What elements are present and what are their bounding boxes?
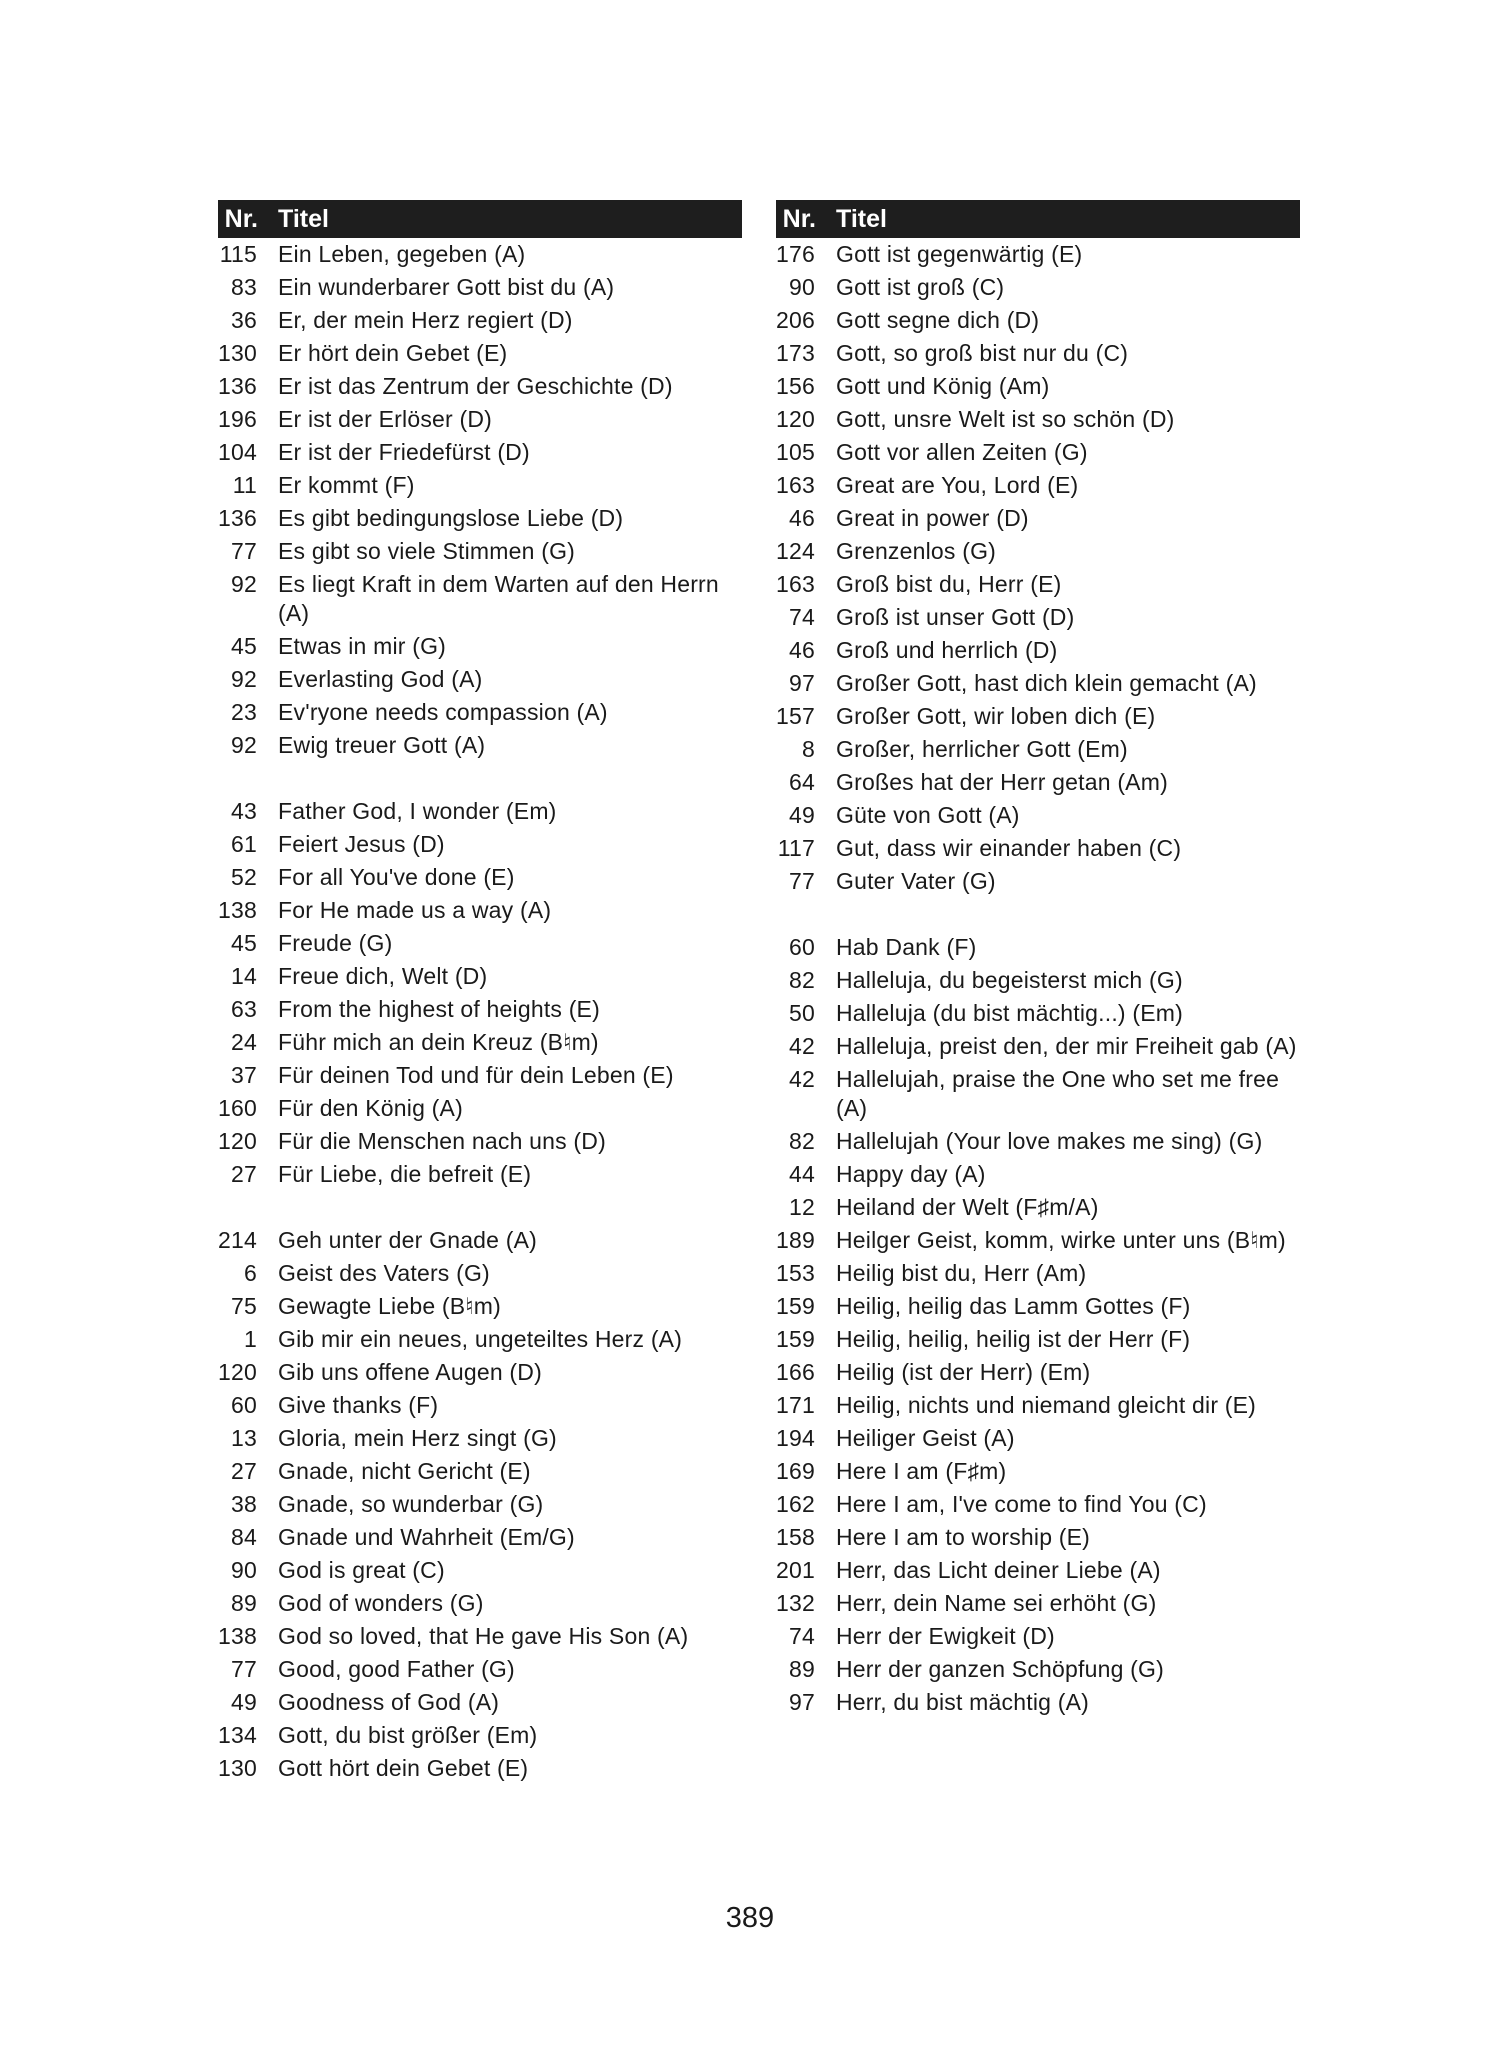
entry-title: Hab Dank (F): [836, 934, 977, 960]
entry-number: 173: [776, 340, 815, 366]
entry-title: Gloria, mein Herz singt (G): [278, 1425, 557, 1451]
index-column-left: [218, 200, 742, 1787]
entry-title: Gnade, so wunderbar (G): [278, 1491, 544, 1517]
entry-number: 11: [232, 472, 257, 498]
index-entry: [776, 1688, 1300, 1717]
entry-number: 45: [231, 930, 257, 956]
entry-number: 214: [218, 1227, 257, 1253]
entry-title: Freude (G): [278, 930, 393, 956]
entry-title: Gott segne dich (D): [836, 307, 1040, 333]
entry-title: Für die Menschen nach uns (D): [278, 1128, 606, 1154]
index-entry: [776, 867, 1300, 896]
index-entry: [218, 1490, 742, 1519]
entry-number: 84: [231, 1524, 257, 1550]
section-gap: [218, 1193, 742, 1226]
entry-title: Er ist das Zentrum der Geschichte (D): [278, 373, 673, 399]
entry-number: 6: [244, 1260, 257, 1286]
entry-title: Hallelujah (Your love makes me sing) (G): [836, 1128, 1263, 1154]
index-entry: [776, 1160, 1300, 1189]
entry-title: Good, good Father (G): [278, 1656, 515, 1682]
index-entry: [776, 1556, 1300, 1585]
entry-number: 117: [777, 835, 815, 861]
entry-number: 162: [776, 1491, 815, 1517]
index-entry: [776, 636, 1300, 665]
index-entry: [218, 1754, 742, 1783]
index-entry: [776, 471, 1300, 500]
index-entry: [218, 632, 742, 661]
index-entry: [218, 1358, 742, 1387]
entry-number: 196: [218, 406, 257, 432]
table-header: [218, 200, 742, 238]
entry-title: Güte von Gott (A): [836, 802, 1020, 828]
entry-title: Goodness of God (A): [278, 1689, 500, 1715]
entry-title: Er kommt (F): [278, 472, 415, 498]
index-entry: [218, 471, 742, 500]
entry-number: 82: [789, 967, 815, 993]
entry-title: Er, der mein Herz regiert (D): [278, 307, 573, 333]
entry-title: Gnade und Wahrheit (Em/G): [278, 1524, 575, 1550]
index-entry: [776, 570, 1300, 599]
entry-title: Guter Vater (G): [836, 868, 996, 894]
entry-number: 171: [776, 1392, 815, 1418]
entry-number: 77: [231, 1656, 257, 1682]
entry-title: Heilig, heilig, heilig ist der Herr (F): [836, 1326, 1191, 1352]
index-entry: [776, 1127, 1300, 1156]
entry-number: 206: [776, 307, 815, 333]
entry-number: 83: [231, 274, 257, 300]
entry-title: Heiland der Welt (F♯m/A): [836, 1194, 1099, 1220]
index-entry: [218, 1589, 742, 1618]
entry-title: Groß und herrlich (D): [836, 637, 1058, 663]
entry-number: 46: [789, 505, 815, 531]
entry-number: 27: [231, 1161, 257, 1187]
index-entry: [776, 339, 1300, 368]
index-entry: [776, 537, 1300, 566]
index-entry: [218, 1688, 742, 1717]
entry-title: Geist des Vaters (G): [278, 1260, 490, 1286]
entry-number: 77: [789, 868, 815, 894]
index-entry: [218, 863, 742, 892]
index-entry: [218, 698, 742, 727]
entry-number: 97: [789, 670, 815, 696]
index-entry: [776, 240, 1300, 269]
entry-number: 166: [776, 1359, 815, 1385]
index-entry: [776, 1259, 1300, 1288]
index-entry: [776, 372, 1300, 401]
index-entry: [218, 1556, 742, 1585]
entry-number: 156: [776, 373, 815, 399]
entry-number: 89: [231, 1590, 257, 1616]
entry-number: 92: [231, 571, 257, 597]
index-entry: [218, 306, 742, 335]
index-entry: [218, 537, 742, 566]
section-gap: [776, 900, 1300, 933]
entry-number: 8: [802, 736, 815, 762]
entry-title: Freue dich, Welt (D): [278, 963, 488, 989]
index-entry: [776, 1523, 1300, 1552]
entry-number: 104: [218, 439, 257, 465]
entry-number: 60: [231, 1392, 257, 1418]
index-entry: [776, 1065, 1300, 1123]
index-entry: [776, 1325, 1300, 1354]
entry-number: 159: [776, 1293, 815, 1319]
entry-number: 74: [789, 604, 815, 630]
table-header: [776, 200, 1300, 238]
index-entry: [218, 1292, 742, 1321]
entry-number: 130: [218, 340, 257, 366]
entry-number: 63: [231, 996, 257, 1022]
entry-number: 115: [219, 241, 257, 267]
index-entry: [776, 306, 1300, 335]
entry-title: Halleluja, du begeisterst mich (G): [836, 967, 1183, 993]
header-title: Titel: [278, 204, 329, 233]
entry-number: 49: [789, 802, 815, 828]
entry-title: Herr, dein Name sei erhöht (G): [836, 1590, 1157, 1616]
entry-number: 14: [231, 963, 257, 989]
entry-title: Heilig, heilig das Lamm Gottes (F): [836, 1293, 1191, 1319]
entry-title: Groß bist du, Herr (E): [836, 571, 1062, 597]
index-entry: [218, 797, 742, 826]
index-entry: [218, 830, 742, 859]
index-entry: [776, 1589, 1300, 1618]
entry-title: For He made us a way (A): [278, 897, 552, 923]
header-nr: Nr.: [224, 204, 258, 233]
entry-number: 159: [776, 1326, 815, 1352]
entry-title: Heilger Geist, komm, wirke unter uns (B♮m): [836, 1227, 1286, 1253]
entry-number: 50: [789, 1000, 815, 1026]
entry-title: Ev'ryone needs compassion (A): [278, 699, 608, 725]
entry-title: Gott vor allen Zeiten (G): [836, 439, 1088, 465]
index-entry: [218, 1457, 742, 1486]
index-entry: [776, 933, 1300, 962]
entry-number: 163: [776, 571, 815, 597]
entry-number: 189: [776, 1227, 815, 1253]
entry-title: From the highest of heights (E): [278, 996, 600, 1022]
index-entry: [218, 240, 742, 269]
entry-title: Everlasting God (A): [278, 666, 483, 692]
entry-number: 44: [789, 1161, 815, 1187]
entry-title: Feiert Jesus (D): [278, 831, 445, 857]
index-entry: [218, 1226, 742, 1255]
index-entry: [776, 1358, 1300, 1387]
entry-number: 37: [231, 1062, 257, 1088]
entry-title: Here I am (F♯m): [836, 1458, 1007, 1484]
entry-number: 45: [231, 633, 257, 659]
entry-title: Heilig (ist der Herr) (Em): [836, 1359, 1091, 1385]
entry-number: 42: [789, 1066, 815, 1092]
entry-title: Führ mich an dein Kreuz (B♮m): [278, 1029, 599, 1055]
entry-title: Gott ist groß (C): [836, 274, 1005, 300]
entry-number: 136: [218, 373, 257, 399]
entry-title: Hallelujah, praise the One who set me free (A): [836, 1066, 1280, 1121]
entry-title: Groß ist unser Gott (D): [836, 604, 1075, 630]
entry-number: 1: [244, 1326, 257, 1352]
index-entry: [218, 1061, 742, 1090]
entry-title: Here I am, I've come to find You (C): [836, 1491, 1207, 1517]
index-entry: [776, 999, 1300, 1028]
index-entry: [218, 1028, 742, 1057]
index-entry: [218, 1325, 742, 1354]
entry-title: Gnade, nicht Gericht (E): [278, 1458, 531, 1484]
entry-number: 194: [776, 1425, 815, 1451]
index-entry: [218, 438, 742, 467]
entry-title: Gib uns offene Augen (D): [278, 1359, 542, 1385]
index-entry: [218, 1259, 742, 1288]
entry-title: Herr der Ewigkeit (D): [836, 1623, 1055, 1649]
index-entry: [776, 504, 1300, 533]
entry-number: 90: [231, 1557, 257, 1583]
index-column-right: [776, 200, 1300, 1721]
entry-title: Herr, du bist mächtig (A): [836, 1689, 1089, 1715]
entry-title: Herr der ganzen Schöpfung (G): [836, 1656, 1164, 1682]
entry-number: 75: [231, 1293, 257, 1319]
index-entry: [218, 896, 742, 925]
index-entry: [218, 1094, 742, 1123]
entry-title: Großer Gott, wir loben dich (E): [836, 703, 1156, 729]
entry-title: God of wonders (G): [278, 1590, 484, 1616]
entry-number: 24: [231, 1029, 257, 1055]
index-entry: [776, 966, 1300, 995]
entry-number: 158: [776, 1524, 815, 1550]
entry-title: Für den König (A): [278, 1095, 463, 1121]
entry-number: 92: [231, 732, 257, 758]
entry-title: Gewagte Liebe (B♮m): [278, 1293, 501, 1319]
entry-title: Grenzenlos (G): [836, 538, 997, 564]
index-entry: [776, 603, 1300, 632]
entry-title: Heilig, nichts und niemand gleicht dir (E): [836, 1392, 1257, 1418]
index-entry: [776, 1292, 1300, 1321]
entry-number: 134: [218, 1722, 257, 1748]
page-number: 389: [725, 1902, 775, 1934]
index-entry: [776, 1655, 1300, 1684]
entry-title: God is great (C): [278, 1557, 445, 1583]
index-entry: [776, 438, 1300, 467]
index-entry: [218, 1622, 742, 1651]
index-entry: [218, 570, 742, 628]
entry-number: 124: [776, 538, 815, 564]
entry-number: 138: [218, 897, 257, 923]
entry-number: 92: [231, 666, 257, 692]
entry-number: 130: [218, 1755, 257, 1781]
entry-title: Halleluja (du bist mächtig...) (Em): [836, 1000, 1183, 1026]
entry-title: Er ist der Erlöser (D): [278, 406, 492, 432]
entry-title: Great in power (D): [836, 505, 1029, 531]
entry-title: Gott hört dein Gebet (E): [278, 1755, 529, 1781]
entry-number: 138: [218, 1623, 257, 1649]
entry-title: Happy day (A): [836, 1161, 986, 1187]
entry-number: 38: [231, 1491, 257, 1517]
index-entry: [218, 929, 742, 958]
index-entry: [776, 834, 1300, 863]
index-entry: [776, 735, 1300, 764]
index-entry: [776, 1457, 1300, 1486]
entry-title: Er hört dein Gebet (E): [278, 340, 508, 366]
index-entry: [776, 1226, 1300, 1255]
index-entry: [776, 669, 1300, 698]
entry-title: God so loved, that He gave His Son (A): [278, 1623, 689, 1649]
index-entry: [776, 768, 1300, 797]
entry-number: 89: [789, 1656, 815, 1682]
entry-title: Gib mir ein neues, ungeteiltes Herz (A): [278, 1326, 683, 1352]
entry-number: 27: [231, 1458, 257, 1484]
entry-number: 23: [231, 699, 257, 725]
entry-number: 13: [231, 1425, 257, 1451]
entry-number: 97: [789, 1689, 815, 1715]
entry-number: 105: [776, 439, 815, 465]
entry-number: 90: [789, 274, 815, 300]
index-entry: [776, 702, 1300, 731]
entry-number: 163: [776, 472, 815, 498]
entry-number: 43: [231, 798, 257, 824]
entry-number: 46: [789, 637, 815, 663]
entry-number: 120: [218, 1359, 257, 1385]
entry-title: Ewig treuer Gott (A): [278, 732, 486, 758]
index-entry: [776, 1391, 1300, 1420]
entry-number: 169: [776, 1458, 815, 1484]
entry-title: Geh unter der Gnade (A): [278, 1227, 538, 1253]
entry-title: Großes hat der Herr getan (Am): [836, 769, 1168, 795]
index-entry: [218, 1721, 742, 1750]
entry-title: For all You've done (E): [278, 864, 515, 890]
entry-number: 176: [776, 241, 815, 267]
index-entry: [218, 1391, 742, 1420]
entry-title: Heiliger Geist (A): [836, 1425, 1015, 1451]
entry-number: 120: [776, 406, 815, 432]
index-entry: [218, 665, 742, 694]
entry-number: 132: [776, 1590, 815, 1616]
entry-number: 153: [776, 1260, 815, 1286]
entry-number: 36: [231, 307, 257, 333]
entry-number: 82: [789, 1128, 815, 1154]
entry-title: Herr, das Licht deiner Liebe (A): [836, 1557, 1161, 1583]
header-title: Titel: [836, 204, 887, 233]
index-entry: [218, 339, 742, 368]
entry-number: 201: [776, 1557, 815, 1583]
index-list: [218, 240, 742, 1783]
index-entry: [776, 405, 1300, 434]
entry-title: Heilig bist du, Herr (Am): [836, 1260, 1087, 1286]
entry-number: 157: [776, 703, 815, 729]
entry-title: Father God, I wonder (Em): [278, 798, 557, 824]
entry-number: 64: [789, 769, 815, 795]
index-entry: [218, 372, 742, 401]
entry-number: 61: [231, 831, 257, 857]
entry-title: Halleluja, preist den, der mir Freiheit gab (A): [836, 1033, 1297, 1059]
entry-title: Here I am to worship (E): [836, 1524, 1091, 1550]
index-entry: [218, 1523, 742, 1552]
entry-title: Großer Gott, hast dich klein gemacht (A): [836, 670, 1257, 696]
entry-title: Gott, unsre Welt ist so schön (D): [836, 406, 1175, 432]
entry-title: Give thanks (F): [278, 1392, 439, 1418]
index-entry: [776, 1490, 1300, 1519]
entry-number: 42: [789, 1033, 815, 1059]
entry-number: 60: [789, 934, 815, 960]
index-entry: [776, 1424, 1300, 1453]
entry-title: Gott und König (Am): [836, 373, 1050, 399]
entry-number: 136: [218, 505, 257, 531]
index-entry: [776, 1193, 1300, 1222]
entry-title: Gott ist gegenwärtig (E): [836, 241, 1083, 267]
index-entry: [218, 273, 742, 302]
entry-number: 160: [218, 1095, 257, 1121]
index-entry: [218, 995, 742, 1024]
index-entry: [218, 504, 742, 533]
entry-title: Ein wunderbarer Gott bist du (A): [278, 274, 615, 300]
entry-title: Gott, so groß bist nur du (C): [836, 340, 1129, 366]
index-entry: [218, 405, 742, 434]
entry-title: Es gibt so viele Stimmen (G): [278, 538, 576, 564]
entry-title: Gott, du bist größer (Em): [278, 1722, 538, 1748]
entry-title: Großer, herrlicher Gott (Em): [836, 736, 1128, 762]
entry-title: Er ist der Friedefürst (D): [278, 439, 530, 465]
index-list: [776, 240, 1300, 1717]
entry-title: Great are You, Lord (E): [836, 472, 1079, 498]
entry-title: Für Liebe, die befreit (E): [278, 1161, 532, 1187]
entry-number: 74: [789, 1623, 815, 1649]
index-entry: [218, 731, 742, 760]
index-entry: [776, 273, 1300, 302]
entry-title: Ein Leben, gegeben (A): [278, 241, 526, 267]
index-entry: [218, 962, 742, 991]
index-entry: [776, 1622, 1300, 1651]
entry-number: 49: [231, 1689, 257, 1715]
header-nr: Nr.: [782, 204, 816, 233]
entry-title: Für deinen Tod und für dein Leben (E): [278, 1062, 674, 1088]
entry-number: 52: [231, 864, 257, 890]
entry-title: Gut, dass wir einander haben (C): [836, 835, 1182, 861]
index-entry: [218, 1160, 742, 1189]
entry-number: 120: [218, 1128, 257, 1154]
index-entry: [218, 1655, 742, 1684]
index-entry: [218, 1424, 742, 1453]
entry-title: Etwas in mir (G): [278, 633, 447, 659]
entry-number: 12: [789, 1194, 815, 1220]
index-entry: [776, 801, 1300, 830]
section-gap: [218, 764, 742, 797]
entry-title: Es gibt bedingungslose Liebe (D): [278, 505, 624, 531]
entry-title: Es liegt Kraft in dem Warten auf den Herrn (A): [278, 571, 719, 626]
index-entry: [218, 1127, 742, 1156]
index-entry: [776, 1032, 1300, 1061]
entry-number: 77: [231, 538, 257, 564]
